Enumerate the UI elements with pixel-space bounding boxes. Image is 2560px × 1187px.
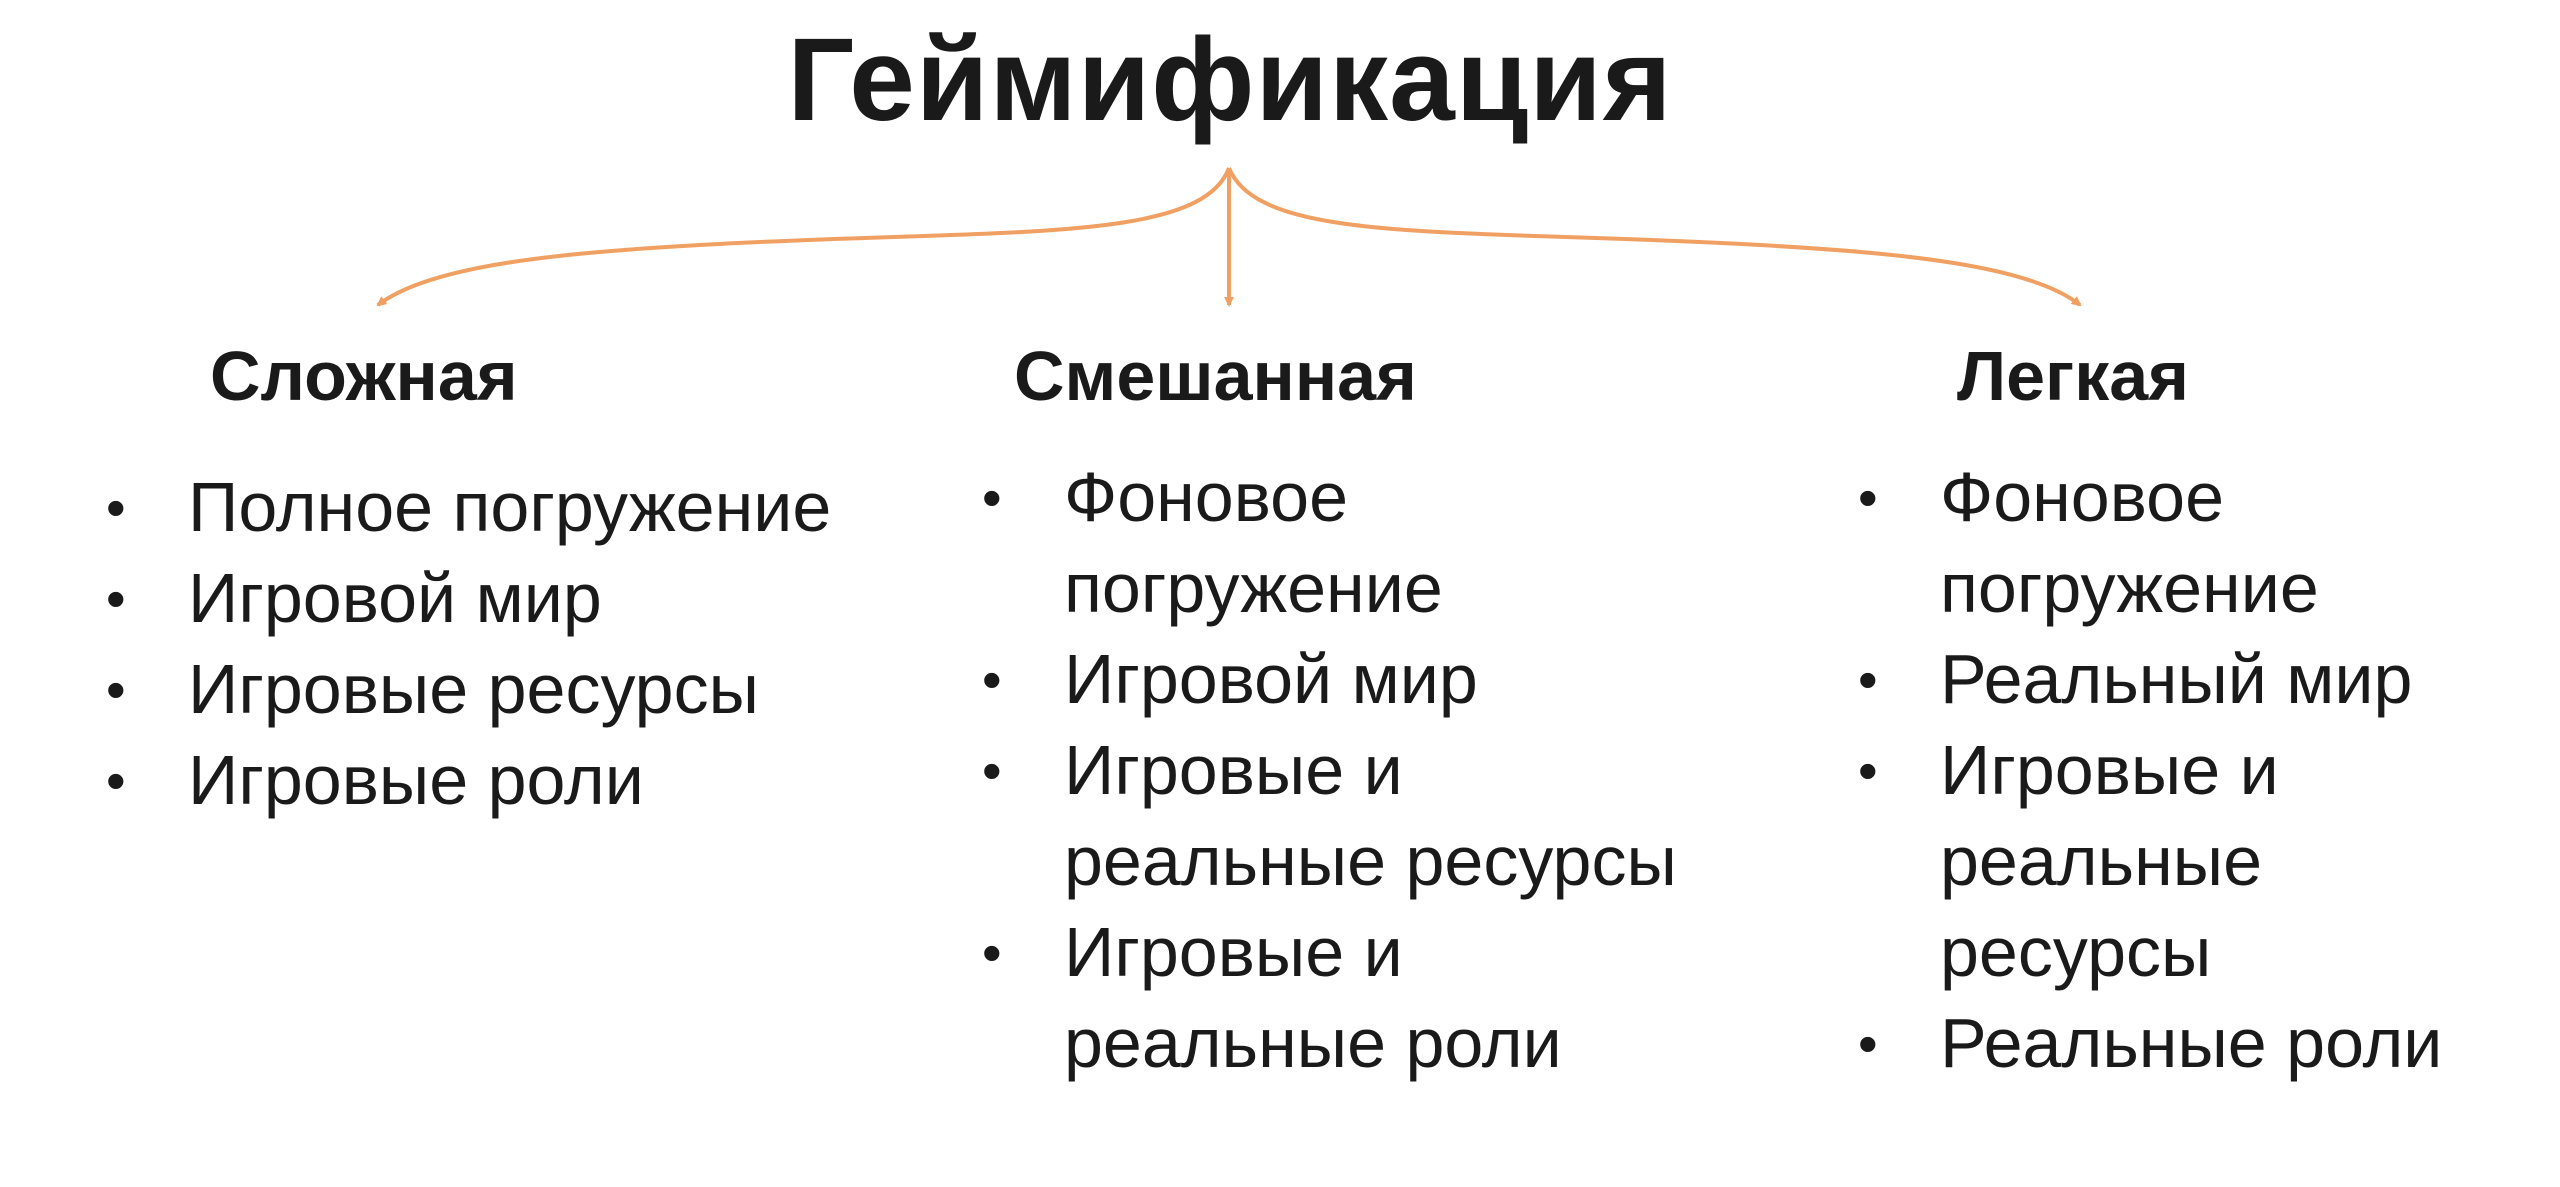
bullet-icon: •	[982, 739, 1002, 802]
bullet-icon: •	[1858, 1012, 1878, 1075]
list-item-text: Фоновое погружение	[1940, 458, 2319, 627]
bullet-icon: •	[1858, 739, 1878, 802]
branch-list-mixed	[974, 452, 1694, 1089]
list-item	[1850, 452, 2550, 634]
list-item-text: Реальный мир	[1940, 640, 2413, 718]
bullet-icon: •	[106, 749, 126, 812]
arrow-right	[1229, 168, 2080, 305]
list-item-text: Игровые и реальные ресурсы	[1940, 731, 2279, 991]
list-item-text: Игровой мир	[188, 559, 602, 637]
list-item-text: Полное погружение	[188, 468, 832, 546]
list-item	[974, 907, 1694, 1089]
bullet-icon: •	[982, 921, 1002, 984]
list-item-text: Игровой мир	[1064, 640, 1478, 718]
list-item-text: Фоновое погружение	[1064, 458, 1443, 627]
diagram-title: Геймификация	[787, 14, 1673, 146]
branch-heading-mixed: Смешанная	[1014, 337, 1417, 415]
list-item	[974, 725, 1694, 907]
bullet-icon: •	[106, 476, 126, 539]
branch-list-complex	[98, 462, 918, 826]
list-item	[98, 735, 918, 826]
list-item-text: Игровые и реальные ресурсы	[1064, 731, 1677, 900]
list-item	[98, 462, 918, 553]
branch-list-light	[1850, 452, 2550, 1089]
bullet-icon: •	[1858, 466, 1878, 529]
bullet-icon: •	[106, 658, 126, 721]
bullet-icon: •	[106, 567, 126, 630]
list-item	[974, 634, 1694, 725]
list-item	[974, 452, 1694, 634]
list-item	[1850, 998, 2550, 1089]
list-item-text: Игровые роли	[188, 741, 644, 819]
bullet-icon: •	[1858, 648, 1878, 711]
list-item	[1850, 634, 2550, 725]
list-item	[98, 553, 918, 644]
list-item	[1850, 725, 2550, 998]
branch-heading-light: Легкая	[1957, 337, 2190, 415]
list-item-text: Игровые и реальные роли	[1064, 913, 1562, 1082]
bullet-icon: •	[982, 648, 1002, 711]
arrow-left	[378, 168, 1229, 305]
list-item	[98, 644, 918, 735]
branch-heading-complex: Сложная	[210, 337, 518, 415]
bullet-icon: •	[982, 466, 1002, 529]
list-item-text: Реальные роли	[1940, 1004, 2443, 1082]
list-item-text: Игровые ресурсы	[188, 650, 759, 728]
